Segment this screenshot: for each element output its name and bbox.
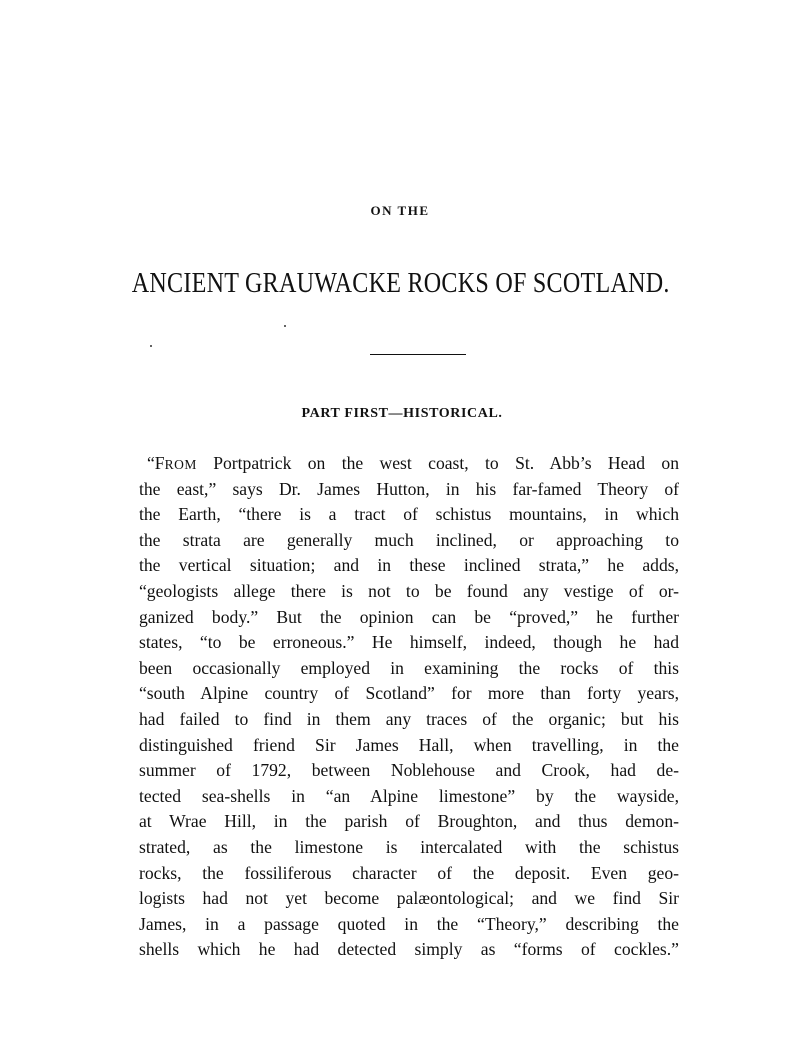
text-line: “geologists allege there is not to be found any vestige of or- <box>139 580 679 601</box>
text-line: ganized body.” But the opinion can be “proved,” he further <box>139 606 679 627</box>
title-rule <box>370 354 466 355</box>
text-line: the vertical situation; and in these inclined strata,” he adds, <box>139 555 679 576</box>
drop-open: “F <box>147 453 165 473</box>
text-line: tected sea-shells in “an Alpine limestone” by the wayside, <box>139 785 679 806</box>
text-line: the east,” says Dr. James Hutton, in his far-famed Theory of <box>139 478 679 499</box>
text-line: logists had not yet become palæontological; and we find Sir <box>139 888 679 909</box>
text-line: the strata are generally much inclined, or approaching to <box>139 529 679 550</box>
text-line: summer of 1792, between Noblehouse and Crook, had de- <box>139 760 679 781</box>
text-line: had failed to find in them any traces of the organic; but his <box>139 708 679 729</box>
overhead-title: ON THE <box>370 203 430 218</box>
text-line: shells which he had detected simply as “forms of cockles.” <box>139 939 679 960</box>
text-line: rocks, the fossiliferous character of the deposit. Even geo- <box>139 862 679 883</box>
part-heading: PART FIRST—HISTORICAL. <box>301 406 503 421</box>
text-line: been occasionally employed in examining the rocks of this <box>139 657 679 678</box>
print-speck <box>150 345 152 347</box>
print-speck <box>284 325 286 327</box>
smallcap-word: ROM <box>164 457 197 472</box>
text-line: at Wrae Hill, in the parish of Broughton, and thus demon- <box>139 811 679 832</box>
page-title: ANCIENT GRAUWACKE ROCKS OF SCOTLAND. <box>131 268 670 299</box>
first-line-rest: Portpatrick on the west coast, to St. Abb’s Head on <box>196 453 679 473</box>
text-line <box>139 451 679 477</box>
text-line: states, “to be erroneous.” He himself, indeed, though he had <box>139 632 679 653</box>
text-line: distinguished friend Sir James Hall, when travelling, in the <box>139 734 679 755</box>
body-paragraph <box>139 451 679 963</box>
text-line: “south Alpine country of Scotland” for more than forty years, <box>139 683 679 704</box>
text-line: James, in a passage quoted in the “Theory,” describing the <box>139 913 679 934</box>
text-line: the Earth, “there is a tract of schistus mountains, in which <box>139 504 679 525</box>
text-line: strated, as the limestone is intercalated with the schistus <box>139 836 679 857</box>
